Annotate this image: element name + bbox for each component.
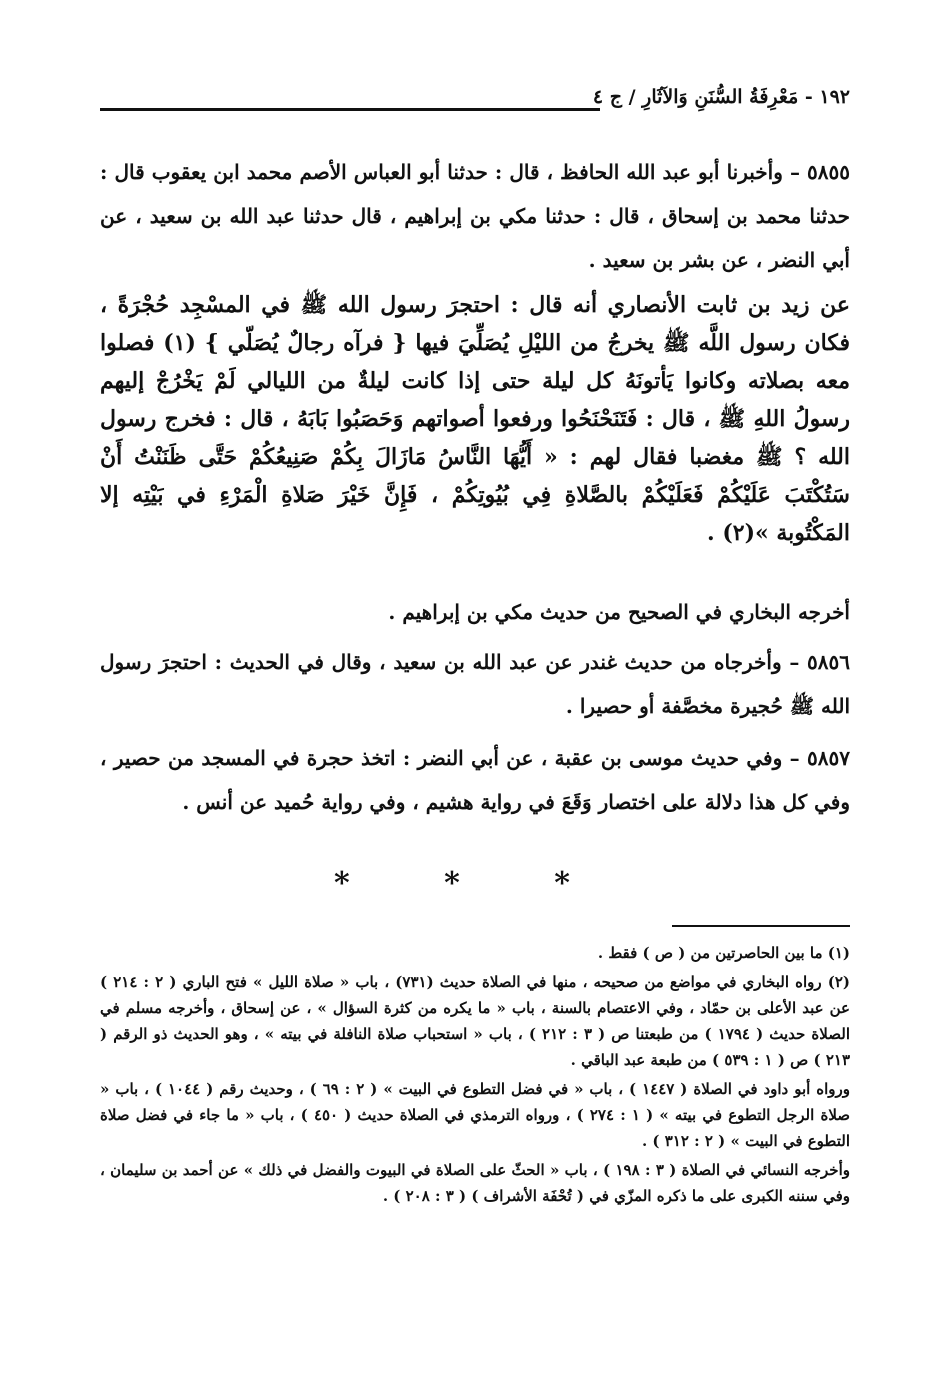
footnote-1: (١) ما بين الحاصرتين من ( ص ) فقط . <box>597 944 850 962</box>
narration-5856: ٥٨٥٦ – وأخرجاه من حديث غندر عن عبد الله بن سعيد ، وقال في الحديث : احتجرَ رسول الله ﷺ حُجيرة مخصَّفة أو حصيرا . <box>100 650 850 718</box>
footnote-2-cont-nasai: وأخرجه النسائي في الصلاة ( ٣ : ١٩٨ ) ، باب « الحثّ على الصلاة في البيوت والفضل في ذلك » عن أحمد بن سليمان ، وفي سننه الكبرى على ما ذكره المزّي في ( تُحْفَة الأشراف ) ( ٣ : ٢٠٨ ) . <box>100 1161 850 1205</box>
narration-5857: ٥٨٥٧ – وفي حديث موسى بن عقبة ، عن أبي النضر : اتخذ حجرة في المسجد من حصير ، وفي كل هذا دلالة على اختصار وَقَعَ في رواية هشيم ، وفي رواية حُميد عن أنس . <box>100 746 850 814</box>
page-header <box>100 86 850 118</box>
footnotes <box>100 940 850 1212</box>
running-head: ١٩٢ - مَعْرِفَةُ السُّنَنِ وَالآثَارِ / ج ٤ <box>592 86 850 108</box>
narration-5855: ٥٨٥٥ – وأخبرنا أبو عبد الله الحافظ ، قال : حدثنا أبو العباس الأصم محمد ابن يعقوب قال : حدثنا محمد بن إسحاق ، قال : حدثنا مكي بن إبراهيم ، قال حدثنا عبد الله بن سعيد ، عن أبي النضر ، عن بشر بن سعيد . <box>100 160 850 272</box>
footnote-2: (٢) رواه البخاري في مواضع من صحيحه ، منها في الصلاة حديث (٧٣١) ، باب « صلاة الليل » فتح الباري ( ٢ : ٢١٤ ) عن عبد الأعلى بن حمّاد ، وفي الاعتصام بالسنة ، باب « ما يكره من كثرة السؤال » ، عن إسحاق ، وأخرجه مسلم في الصلاة حديث ( ١٧٩٤ ) من طبعتنا ص ( ٣ : ٢١٢ ) ، باب « استحباب صلاة النافلة في بيته » ، وهو الحديث ذو الرقم ( ٢١٣ ) ص ( ١ : ٥٣٩ ) من طبعة عبد الباقي . <box>100 973 850 1069</box>
footnote-rule <box>672 925 850 927</box>
hadith-text: عن زيد بن ثابت الأنصاري أنه قال : احتجرَ رسول الله ﷺ في المسْجِد حُجْرَةً ، فكان رسول اللَّه ﷺ يخرجُ من الليْلِ يُصَلِّيَ فيها { فرآه رجالٌ يُصَلّي } (١) فصلوا معه بصلاته وكانوا يَأتونَهُ كل ليلة حتى إذا كانت ليلةٌ من الليالي لَمْ يَخْرُجْ إليهم رسولُ اللهِ ﷺ ، قال : فَتَنَحْنَحُوا ورفعوا أصواتهم وَحَصَبُوا بَابَهُ ، قال : فخرج رسول الله ؟ ﷺ مغضبا فقال لهم : « أَيُّهَا النَّاسُ مَازَالَ بِكُمْ صَنِيعُكُمْ حَتَّى ظَنَنْتُ أَنْ سَتُكْتَبَ عَلَيْكُمْ فَعَلَيْكُمْ بالصَّلاةِ فِي بُيُوتِكُمْ ، فَإِنَّ خَيْرَ صَلاةِ الْمَرْءِ في بَيْتِه إلا المَكْتُوبة »(٢) . <box>100 292 850 546</box>
header-rule <box>100 108 600 111</box>
footnote-2-cont-abudawud: ورواه أبو داود في الصلاة ( ١٤٤٧ ) ، باب « في فضل التطوع في البيت » ( ٢ : ٦٩ ) ، وحديث رقم ( ١٠٤٤ ) ، باب « صلاة الرجل التطوع في بيته » ( ١ : ٢٧٤ ) ، ورواه الترمذي في الصلاة حديث ( ٤٥٠ ) ، باب « ما جاء في فضل صلاة التطوع في البيت » ( ٢ : ٣١٢ ) . <box>100 1080 851 1150</box>
section-separator: * * * <box>334 866 612 901</box>
takhrij-note: أخرجه البخاري في الصحيح من حديث مكي بن إبراهيم . <box>388 600 850 624</box>
